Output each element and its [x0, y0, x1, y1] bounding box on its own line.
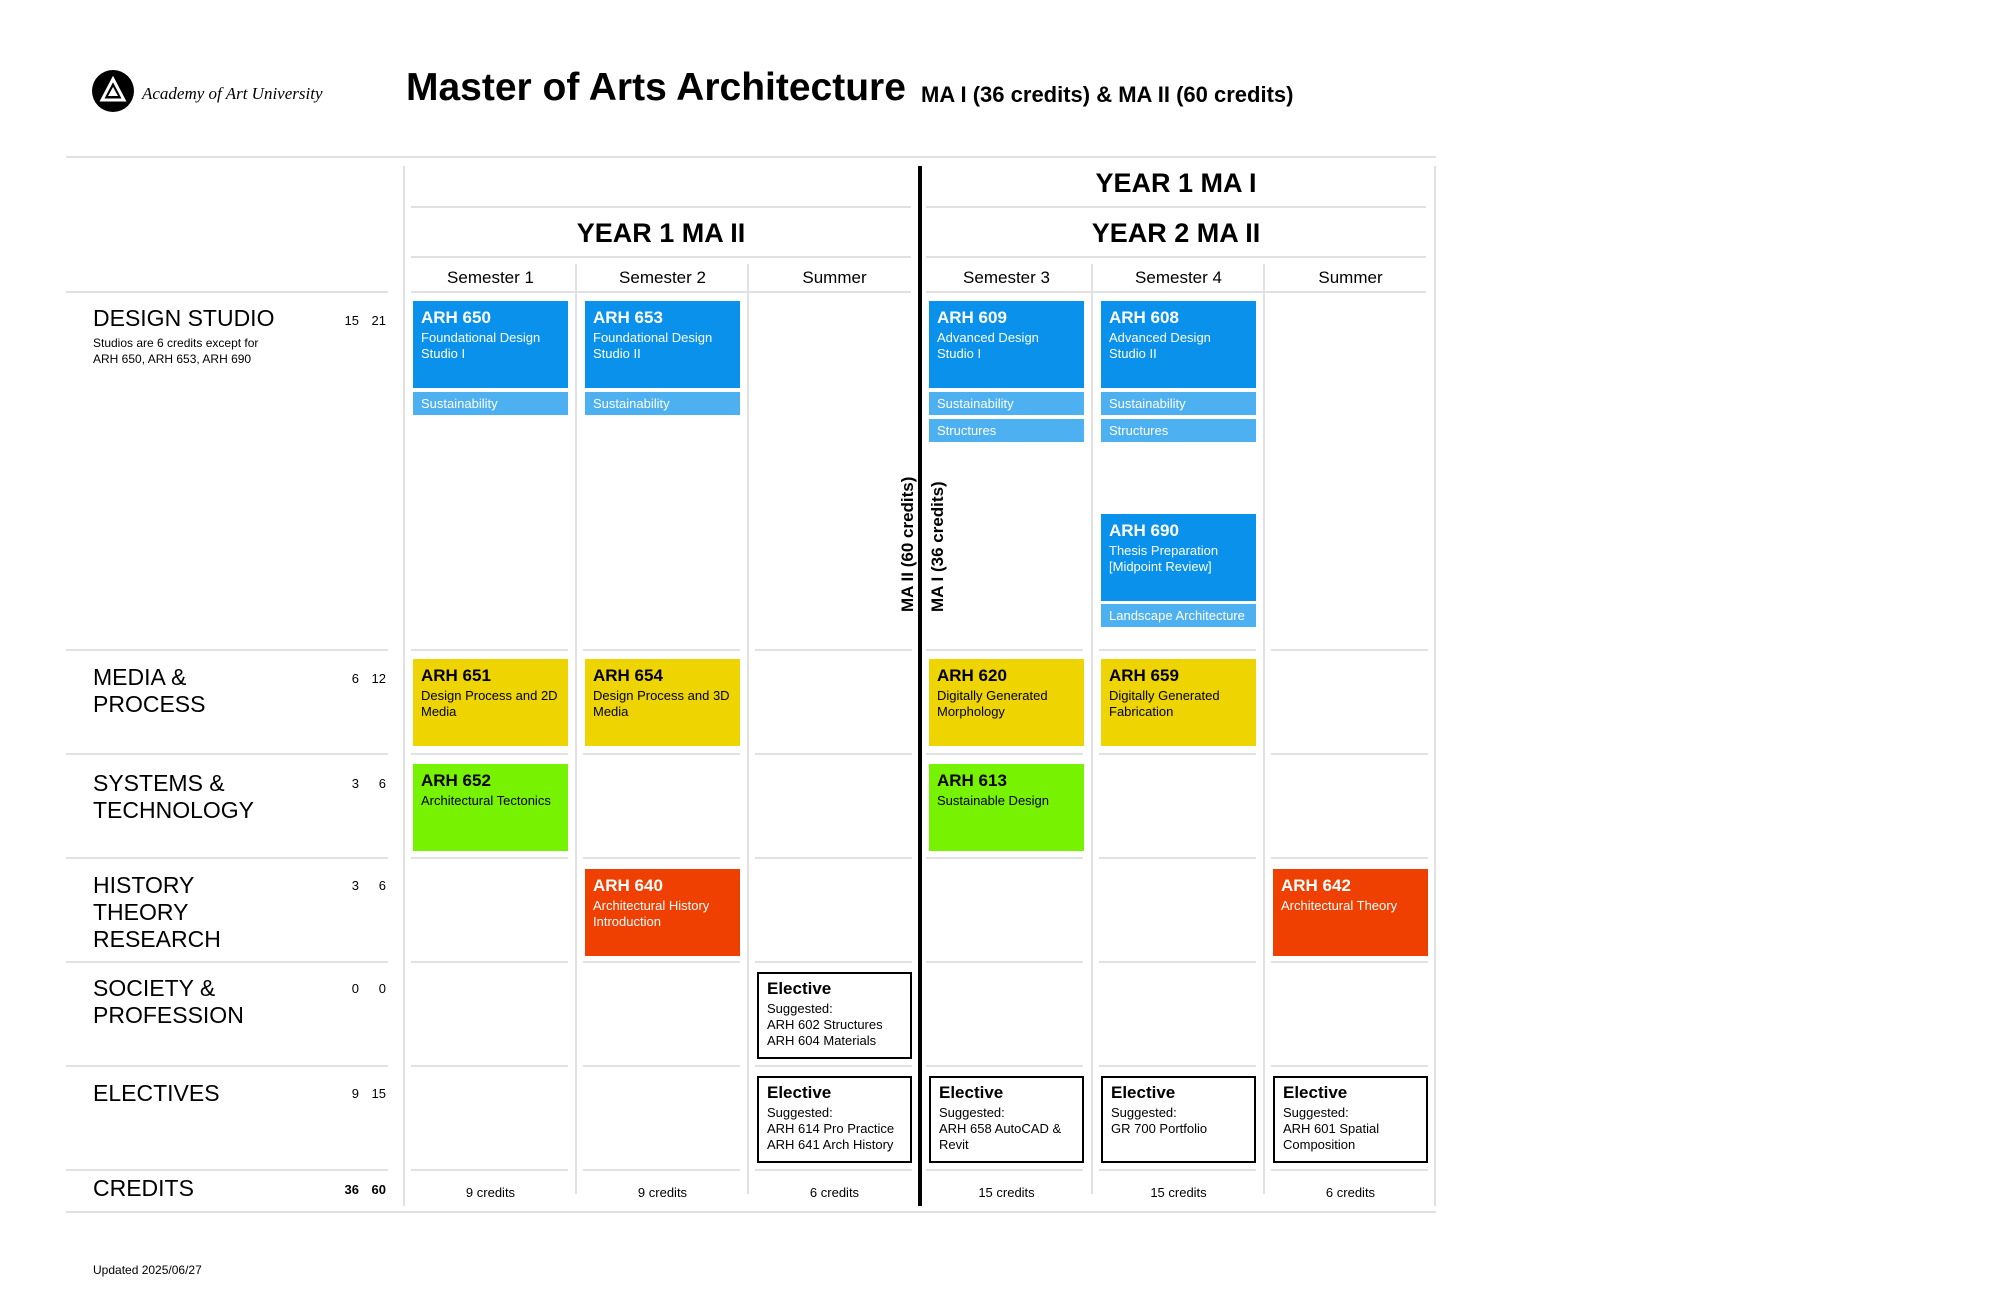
elective-card-sem4[interactable]: [1101, 1076, 1256, 1163]
updated-date: Updated 2025/06/27: [93, 1263, 202, 1277]
course-card-arh620[interactable]: [929, 659, 1084, 746]
semester-header: Summer: [1318, 268, 1383, 287]
column-divider: [747, 264, 749, 1194]
credits-semester-1: 9 credits: [465, 1185, 516, 1200]
course-title: Architectural Theory: [1281, 898, 1398, 913]
elective-title: Elective: [767, 1083, 832, 1102]
year-line: [926, 206, 1426, 208]
course-title: Design Process and 3D Media: [593, 688, 730, 719]
course-card-arh613[interactable]: [929, 764, 1084, 851]
elective-title: Elective: [939, 1083, 1004, 1102]
course-card-arh651[interactable]: [413, 659, 568, 746]
course-title: Design Process and 2D Media: [421, 688, 558, 719]
course-card-arh640[interactable]: [585, 869, 740, 956]
course-title: Architectural History Introduction: [593, 898, 710, 929]
year-line: [411, 206, 911, 208]
semester-header: Summer: [802, 268, 867, 287]
course-card-arh653[interactable]: [585, 301, 740, 388]
credits-semester-2: 9 credits: [637, 1185, 688, 1200]
course-code: ARH 659: [1109, 666, 1179, 685]
course-code: ARH 653: [593, 308, 663, 327]
elective-title: Elective: [1283, 1083, 1348, 1102]
course-code: ARH 654: [593, 666, 663, 685]
tag-sustainability: Sustainability: [929, 392, 1084, 415]
semester-header: Semester 4: [1135, 268, 1222, 287]
page-title: Master of Arts Architecture: [406, 66, 906, 109]
category-credits-ma1: 0: [351, 981, 359, 996]
year-header-left: YEAR 1 MA II: [576, 218, 746, 248]
page-subtitle: MA I (36 credits) & MA II (60 credits): [921, 82, 1294, 107]
category-credits-ma2: 6: [378, 878, 386, 893]
row-divider: [66, 857, 388, 859]
elective-card-summer2[interactable]: [1273, 1076, 1428, 1163]
year-header-ma1: YEAR 1 MA I: [1095, 168, 1257, 198]
year-line: [926, 256, 1426, 258]
logo-icon: [92, 70, 134, 112]
category-credits-ma1: 6: [351, 671, 359, 686]
elective-suggestion: ARH 641 Arch History: [767, 1137, 894, 1152]
elective-suggested: Suggested:: [1111, 1105, 1177, 1120]
category-credits-ma1: 3: [351, 878, 359, 893]
category-credits-ma2: 6: [378, 776, 386, 791]
course-title: Architectural Tectonics: [421, 793, 551, 808]
elective-card-summer1[interactable]: [757, 1076, 912, 1163]
category-media-process: MEDIA & PROCESS: [93, 664, 206, 717]
course-code: ARH 613: [937, 771, 1007, 790]
tag-sustainability: Sustainability: [1101, 392, 1256, 415]
column-divider: [575, 264, 577, 1194]
header-divider: [66, 156, 1436, 158]
total-credits-ma2: 60: [371, 1182, 386, 1197]
category-society-profession: SOCIETY & PROFESSION: [93, 975, 244, 1028]
credits-semester-4: 15 credits: [1150, 1185, 1207, 1200]
semester-line: [926, 291, 1426, 293]
category-credits-ma2: 0: [378, 981, 386, 996]
elective-suggestion: ARH 614 Pro Practice: [767, 1121, 895, 1136]
category-history-theory-research: HISTORY THEORY RESEARCH: [93, 872, 221, 952]
semester-line: [411, 291, 911, 293]
category-electives: ELECTIVES: [93, 1080, 220, 1106]
category-credits-ma1: 3: [351, 776, 359, 791]
tag-structures: Structures: [1101, 419, 1256, 442]
course-title: Foundational Design Studio I: [421, 330, 541, 361]
elective-suggestion: ARH 604 Materials: [767, 1033, 877, 1048]
category-design-studio: DESIGN STUDIO: [93, 305, 275, 331]
course-code: ARH 652: [421, 771, 491, 790]
course-code: ARH 608: [1109, 308, 1179, 327]
credits-semester-3: 15 credits: [978, 1185, 1035, 1200]
elective-card-society-summer[interactable]: [757, 972, 912, 1059]
semester-header: Semester 1: [447, 268, 534, 287]
category-note: Studios are 6 credits except for ARH 650, ARH 653, ARH 690: [93, 336, 259, 366]
grid-left-border: [403, 166, 405, 1206]
column-divider: [1263, 264, 1265, 1194]
ma-divider-line: [918, 166, 922, 1206]
course-title: Thesis Preparation [Midpoint Review]: [1109, 543, 1219, 574]
footer-divider: [66, 1211, 1436, 1213]
elective-suggestion: ARH 658 AutoCAD & Revit: [939, 1121, 1062, 1152]
credits-summer-2: 6 credits: [1325, 1185, 1376, 1200]
course-card-arh642[interactable]: [1273, 869, 1428, 956]
year-header-year2: YEAR 2 MA II: [1091, 218, 1261, 248]
tag-landscape-architecture: Landscape Architecture: [1101, 604, 1256, 627]
row-divider: [66, 1065, 388, 1067]
course-title: Digitally Generated Morphology: [937, 688, 1048, 719]
course-title: Digitally Generated Fabrication: [1109, 688, 1220, 719]
course-title: Advanced Design Studio II: [1109, 330, 1211, 361]
elective-title: Elective: [767, 979, 832, 998]
semester-header: Semester 3: [963, 268, 1050, 287]
category-credits-ma2: 21: [371, 313, 386, 328]
column-divider: [1091, 264, 1093, 1194]
elective-card-sem3[interactable]: [929, 1076, 1084, 1163]
course-card-arh654[interactable]: [585, 659, 740, 746]
course-card-arh652[interactable]: [413, 764, 568, 851]
course-card-arh650[interactable]: [413, 301, 568, 388]
category-credits-ma1: 9: [351, 1086, 359, 1101]
elective-suggested: Suggested:: [939, 1105, 1005, 1120]
course-code: ARH 640: [593, 876, 663, 895]
credits-summer-1: 6 credits: [809, 1185, 860, 1200]
tag-sustainability: Sustainability: [413, 392, 568, 415]
ma2-credits-label: MA II (60 credits): [898, 476, 917, 612]
elective-suggestion: GR 700 Portfolio: [1111, 1121, 1208, 1136]
course-code: ARH 642: [1281, 876, 1351, 895]
row-divider: [66, 1169, 388, 1171]
total-credits-ma1: 36: [344, 1182, 359, 1197]
row-divider: [66, 961, 388, 963]
course-card-arh690[interactable]: [1101, 514, 1256, 601]
course-card-arh608[interactable]: [1101, 301, 1256, 388]
elective-suggested: Suggested:: [767, 1001, 833, 1016]
course-code: ARH 651: [421, 666, 491, 685]
row-divider: [66, 291, 388, 293]
course-title: Foundational Design Studio II: [593, 330, 713, 361]
category-systems-technology: SYSTEMS & TECHNOLOGY: [93, 770, 255, 823]
ma1-credits-label: MA I (36 credits): [928, 481, 947, 612]
semester-header: Semester 2: [619, 268, 706, 287]
course-code: ARH 609: [937, 308, 1007, 327]
course-title: Advanced Design Studio I: [937, 330, 1039, 361]
course-code: ARH 690: [1109, 521, 1179, 540]
elective-title: Elective: [1111, 1083, 1176, 1102]
category-credits: CREDITS: [93, 1175, 194, 1201]
elective-suggested: Suggested:: [767, 1105, 833, 1120]
logo-text: Academy of Art University: [142, 84, 323, 103]
grid-right-border: [1434, 166, 1436, 1206]
tag-structures: Structures: [929, 419, 1084, 442]
elective-suggested: Suggested:: [1283, 1105, 1349, 1120]
row-divider: [66, 649, 388, 651]
course-card-arh659[interactable]: [1101, 659, 1256, 746]
course-code: ARH 620: [937, 666, 1007, 685]
elective-suggestion: ARH 601 Spatial Composition: [1283, 1121, 1380, 1152]
course-title: Sustainable Design: [937, 793, 1050, 808]
year-line: [411, 256, 911, 258]
course-card-arh609[interactable]: [929, 301, 1084, 388]
category-credits-ma1: 15: [344, 313, 359, 328]
category-credits-ma2: 15: [371, 1086, 386, 1101]
course-code: ARH 650: [421, 308, 491, 327]
elective-suggestion: ARH 602 Structures: [767, 1017, 883, 1032]
tag-sustainability: Sustainability: [585, 392, 740, 415]
category-credits-ma2: 12: [371, 671, 386, 686]
row-divider: [66, 753, 388, 755]
